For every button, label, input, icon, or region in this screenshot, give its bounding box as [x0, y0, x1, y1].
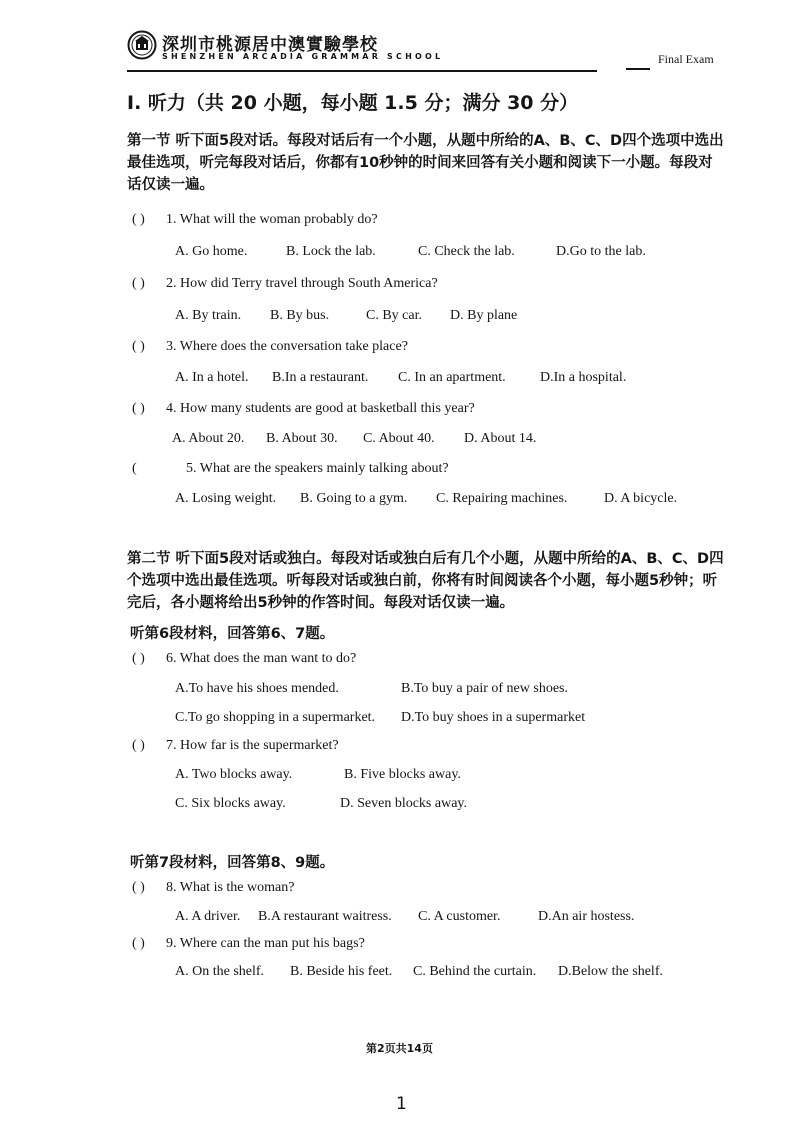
q8-option-d: D.An air hostess. — [538, 909, 635, 924]
school-name-cn: 深圳市桃源居中澳實驗學校 — [162, 35, 378, 55]
question-text: 1. What will the woman probably do? — [166, 212, 378, 227]
q9-option-b: B. Beside his feet. — [290, 964, 393, 979]
answer-blank[interactable]: ( ) — [132, 738, 145, 753]
q5-option-d: D. A bicycle. — [604, 491, 678, 506]
q2-option-c: C. By car. — [366, 308, 422, 323]
q9-option-a: A. On the shelf. — [175, 964, 265, 979]
question-3 — [132, 339, 408, 355]
question-text: 6. What does the man want to do? — [166, 651, 357, 666]
q1-option-d: D.Go to the lab. — [556, 244, 646, 259]
q8-option-b: B.A restaurant waitress. — [258, 909, 392, 924]
q3-option-d: D.In a hospital. — [540, 370, 627, 385]
q4-option-d: D. About 14. — [464, 431, 537, 446]
question-text: 8. What is the woman? — [166, 880, 295, 895]
exam-label: Final Exam — [658, 52, 714, 66]
answer-blank[interactable]: ( ) — [132, 880, 145, 895]
material-7-heading: 听第7段材料，回答第8、9题。 — [130, 855, 335, 871]
part2-instructions: 第二节 听下面5段对话或独白。每段对话或独白后有几个小题，从题中所给的A、B、C、D四个选项中选出最佳选项。听每段对话或独白前，你将有时间阅读各个小题，每小题5秒钟；听完后，各小题将给出5秒钟的作答时间。每段对话仅读一遍。 — [127, 551, 724, 611]
q1-option-a: A. Go home. — [175, 244, 248, 259]
question-text: 7. How far is the supermarket? — [166, 738, 339, 753]
question-1 — [132, 212, 378, 228]
part1-instructions: 第一节 听下面5段对话。每段对话后有一个小题，从题中所给的A、B、C、D四个选项中选出最佳选项，听完每段对话后，你都有10秒钟的时间来回答有关小题和阅读下一小题。每段对话仅读一遍。 — [127, 133, 724, 193]
q7-option-c: C. Six blocks away. — [175, 796, 286, 811]
question-6 — [132, 651, 356, 667]
answer-blank[interactable]: ( ) — [132, 276, 145, 291]
q4-option-b: B. About 30. — [266, 431, 338, 446]
q7-option-b: B. Five blocks away. — [344, 767, 461, 782]
q6-option-d: D.To buy shoes in a supermarket — [401, 710, 586, 725]
school-logo-icon — [127, 30, 157, 60]
q5-option-c: C. Repairing machines. — [436, 491, 568, 506]
q6-option-a: A.To have his shoes mended. — [175, 681, 339, 696]
answer-blank[interactable]: ( ) — [132, 339, 145, 354]
answer-blank[interactable]: ( — [132, 461, 137, 476]
q2-option-a: A. By train. — [175, 308, 242, 323]
question-7 — [132, 738, 339, 754]
q3-option-a: A. In a hotel. — [175, 370, 249, 385]
question-5 — [132, 461, 449, 477]
q1-option-b: B. Lock the lab. — [286, 244, 376, 259]
q6-option-b: B.To buy a pair of new shoes. — [401, 681, 568, 696]
q7-option-a: A. Two blocks away. — [175, 767, 293, 782]
answer-blank[interactable]: ( ) — [132, 212, 145, 227]
answer-blank[interactable]: ( ) — [132, 651, 145, 666]
answer-blank[interactable]: ( ) — [132, 936, 145, 951]
q8-option-a: A. A driver. — [175, 909, 241, 924]
school-name-en: SHENZHEN ARCADIA GRAMMAR SCHOOL — [162, 52, 444, 61]
answer-blank[interactable]: ( ) — [132, 401, 145, 416]
q3-option-b: B.In a restaurant. — [272, 370, 369, 385]
question-text: 9. Where can the man put his bags? — [166, 936, 365, 951]
q6-option-c: C.To go shopping in a supermarket. — [175, 710, 376, 725]
page-indicator: 第2页共14页 — [366, 1042, 433, 1055]
question-4 — [132, 401, 475, 417]
q7-option-d: D. Seven blocks away. — [340, 796, 468, 811]
header-divider — [127, 70, 597, 72]
q4-option-a: A. About 20. — [172, 431, 245, 446]
header-divider-right — [626, 68, 650, 70]
q2-option-b: B. By bus. — [270, 308, 330, 323]
question-text: 4. How many students are good at basketball this year? — [166, 401, 475, 416]
q5-option-a: A. Losing weight. — [175, 491, 277, 506]
q1-option-c: C. Check the lab. — [418, 244, 515, 259]
q9-option-c: C. Behind the curtain. — [413, 964, 537, 979]
question-text: 2. How did Terry travel through South America? — [166, 276, 438, 291]
page-number: 1 — [396, 1094, 407, 1114]
question-8 — [132, 880, 294, 896]
question-2 — [132, 276, 438, 292]
section-title: I. 听力（共 20 小题，每小题 1.5 分；满分 30 分） — [127, 92, 579, 114]
q9-option-d: D.Below the shelf. — [558, 964, 663, 979]
material-6-heading: 听第6段材料，回答第6、7题。 — [130, 626, 335, 642]
q4-option-c: C. About 40. — [363, 431, 435, 446]
question-9 — [132, 936, 365, 952]
q5-option-b: B. Going to a gym. — [300, 491, 408, 506]
question-text: 3. Where does the conversation take place? — [166, 339, 408, 354]
q3-option-c: C. In an apartment. — [398, 370, 506, 385]
question-text: 5. What are the speakers mainly talking about? — [186, 461, 449, 476]
q8-option-c: C. A customer. — [418, 909, 501, 924]
q2-option-d: D. By plane — [450, 308, 518, 323]
